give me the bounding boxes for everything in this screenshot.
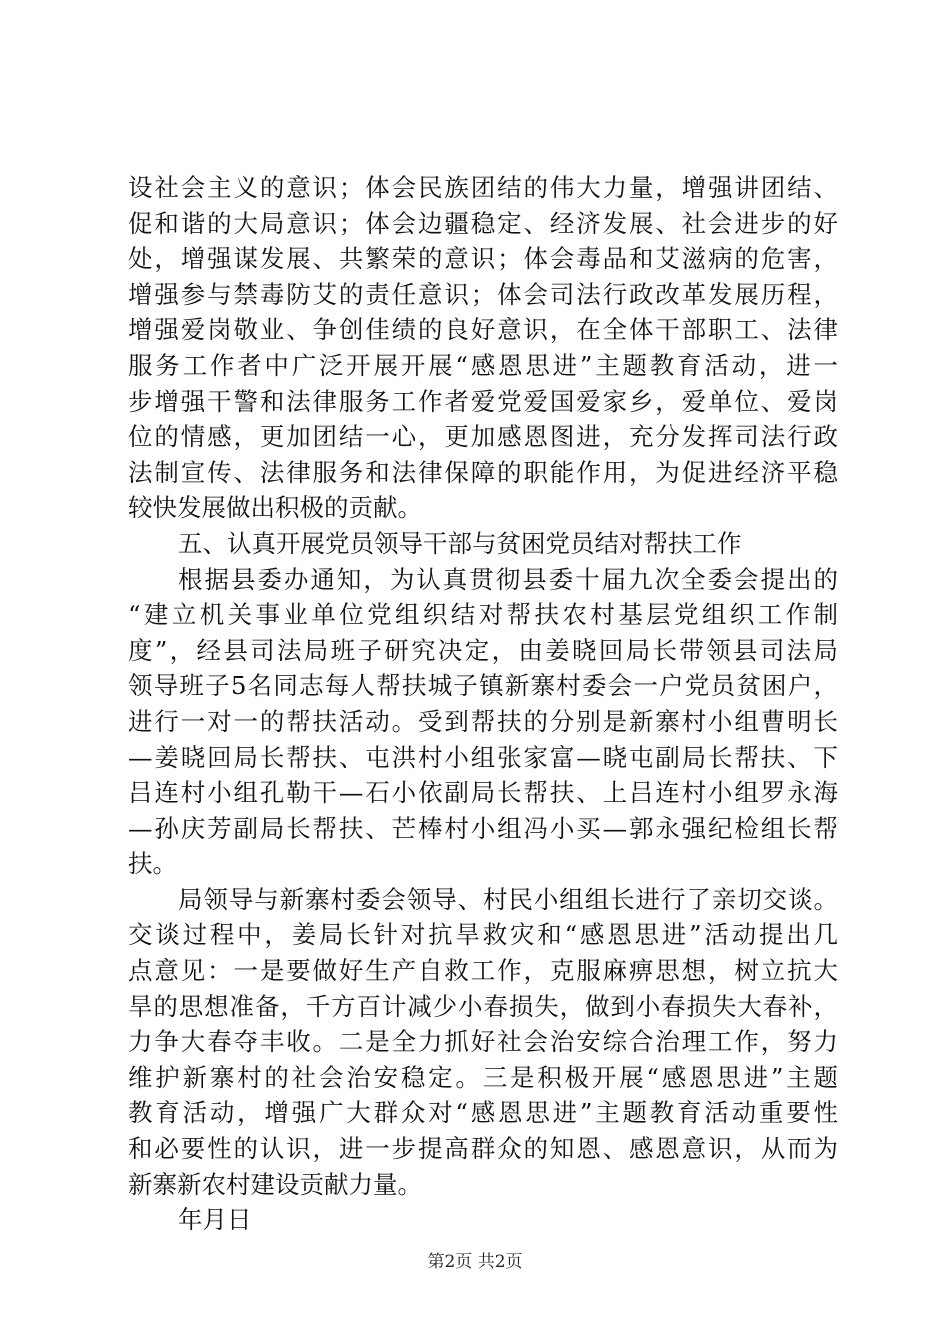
page-number: 第2页 共2页 [427, 1252, 523, 1272]
text-line: 力争大春夺丰收。二是全力抓好社会治安综合治理工作，努力 [128, 1027, 838, 1057]
text-line: 领导班子5名同志每人帮扶城子镇新寨村委会一户党员贫困户， [128, 671, 838, 701]
paragraph [128, 526, 838, 562]
text-line: 服务工作者中广泛开展开展“感恩思进”主题教育活动，进一 [128, 350, 838, 380]
text-line: 新寨新农村建设贡献力量。 [128, 1169, 422, 1199]
paragraph [128, 882, 838, 1202]
text-line: 交谈过程中，姜局长针对抗旱救灾和“感恩思进”活动提出几 [128, 920, 838, 950]
paragraph [128, 1202, 838, 1238]
text-line: 吕连村小组孔勒干—石小依副局长帮扶、上吕连村小组罗永海 [128, 778, 838, 808]
text-line: 根据县委办通知，为认真贯彻县委十届九次全委会提出的 [178, 564, 838, 594]
text-line: 旱的思想准备，千方百计减少小春损失，做到小春损失大春补， [128, 991, 838, 1021]
text-line: —姜晓回局长帮扶、屯洪村小组张家富—晓屯副局长帮扶、下 [128, 742, 838, 772]
page-footer [0, 1252, 950, 1272]
text-line: 步增强干警和法律服务工作者爱党爱国爱家乡，爱单位、爱岗 [128, 386, 838, 416]
text-line: 年月日 [178, 1205, 252, 1235]
text-line: 点意见：一是要做好生产自救工作，克服麻痹思想，树立抗大 [128, 956, 838, 986]
text-line: 增强爱岗敬业、争创佳绩的良好意识，在全体干部职工、法律 [128, 315, 838, 345]
text-line: 和必要性的认识，进一步提高群众的知恩、感恩意识，从而为 [128, 1134, 838, 1164]
text-line: 法制宣传、法律服务和法律保障的职能作用，为促进经济平稳 [128, 457, 838, 487]
text-line: 位的情感，更加团结一心，更加感恩图进，充分发挥司法行政 [128, 422, 838, 452]
text-line: 扶。 [128, 849, 177, 879]
text-line: “建立机关事业单位党组织结对帮扶农村基层党组织工作制 [128, 600, 838, 630]
text-line: 较快发展做出积极的贡献。 [128, 493, 422, 523]
text-line: —孙庆芳副局长帮扶、芒棒村小组冯小买—郭永强纪检组长帮 [128, 813, 838, 843]
text-line: 增强参与禁毒防艾的责任意识；体会司法行政改革发展历程， [128, 279, 838, 309]
paragraph [128, 562, 838, 882]
text-line: 进行一对一的帮扶活动。受到帮扶的分别是新寨村小组曹明长 [128, 706, 838, 736]
text-line: 处，增强谋发展、共繁荣的意识；体会毒品和艾滋病的危害， [128, 244, 838, 274]
text-line: 教育活动，增强广大群众对“感恩思进”主题教育活动重要性 [128, 1098, 838, 1128]
text-line: 五、认真开展党员领导干部与贫困党员结对帮扶工作 [178, 528, 742, 558]
document-body [128, 170, 838, 1238]
paragraph [128, 170, 838, 526]
text-line: 局领导与新寨村委会领导、村民小组组长进行了亲切交谈。 [178, 884, 838, 914]
text-line: 促和谐的大局意识；体会边疆稳定、经济发展、社会进步的好 [128, 208, 838, 238]
text-line: 设社会主义的意识；体会民族团结的伟大力量，增强讲团结、 [128, 173, 838, 202]
text-line: 度”，经县司法局班子研究决定，由姜晓回局长带领县司法局 [128, 635, 838, 665]
text-line: 维护新寨村的社会治安稳定。三是积极开展“感恩思进”主题 [128, 1062, 838, 1092]
